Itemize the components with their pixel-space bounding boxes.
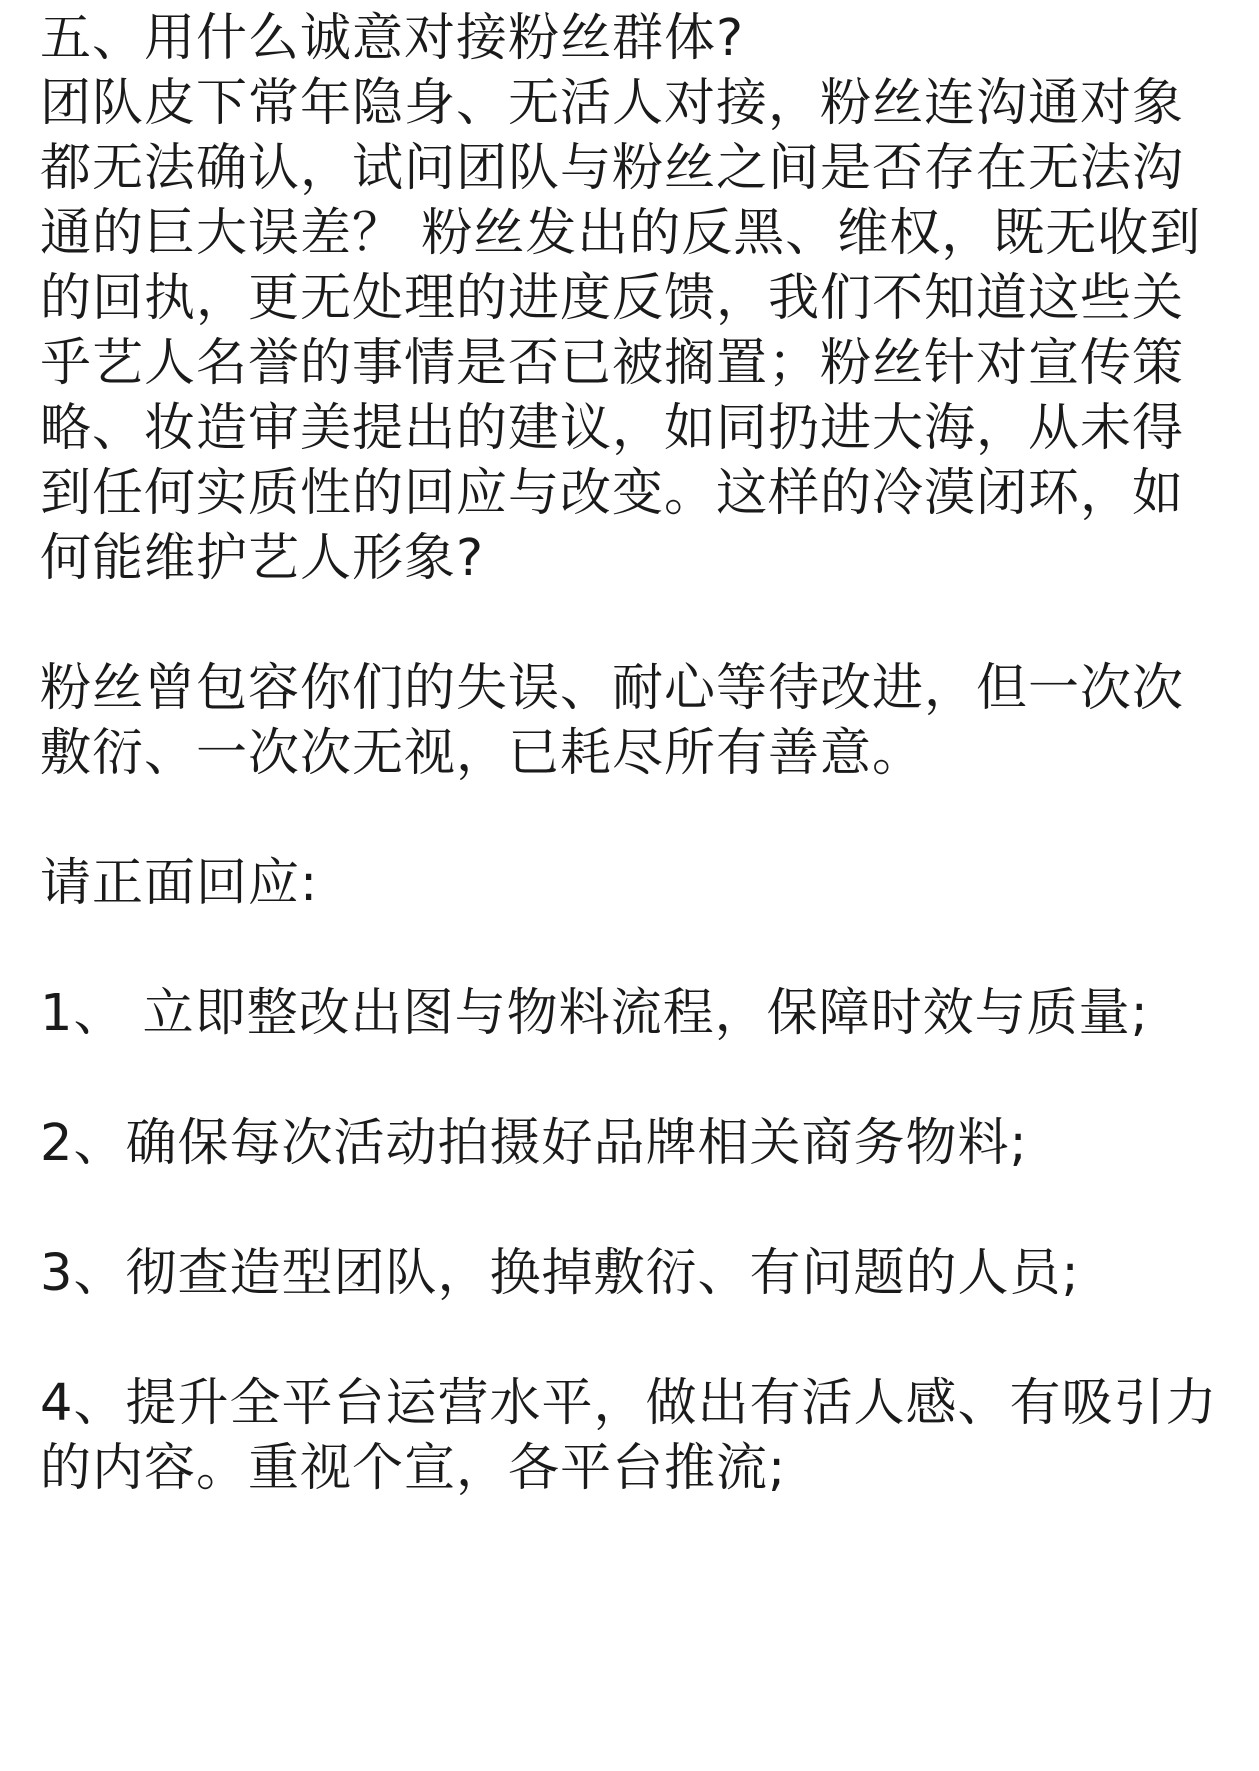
list-item-2: 2、确保每次活动拍摄好品牌相关商务物料; (40, 1114, 1028, 1173)
spacer (40, 1176, 1219, 1241)
spacer (40, 1046, 1219, 1111)
list-item-3: 3、彻查造型团队，换掉敷衍、有问题的人员; (40, 1244, 1080, 1303)
paragraph-patience: 粉丝曾包容你们的失误、耐心等待改进，但一次次敷衍、一次次无视，已耗尽所有善意。 (40, 659, 1185, 783)
spacer (40, 786, 1219, 851)
paragraph-request: 请正面回应: (40, 854, 319, 913)
list-item-4: 4、提升全平台运营水平，做出有活人感、有吸引力的内容。重视个宣，各平台推流; (40, 1374, 1218, 1498)
paragraph-communication: 团队皮下常年隐身、无活人对接，粉丝连沟通对象都无法确认，试问团队与粉丝之间是否存在无法沟通的巨大误差？ 粉丝发出的反黑、维权，既无收到的回执，更无处理的进度反馈，我们不知道这些关乎艺人名誉的事情是否已被搁置；粉丝针对宣传策略、妆造审美提出的建议，如同扔进大海，从未得到任何实质性的回应与改变。这样的冷漠闭环，如何能维护艺人形象? (40, 74, 1202, 588)
list-item-1: 1、 立即整改出图与物料流程，保障时效与质量; (40, 984, 1149, 1043)
spacer (40, 1306, 1219, 1371)
spacer (40, 591, 1219, 656)
spacer (40, 916, 1219, 981)
section-heading: 五、用什么诚意对接粉丝群体? (40, 9, 745, 68)
